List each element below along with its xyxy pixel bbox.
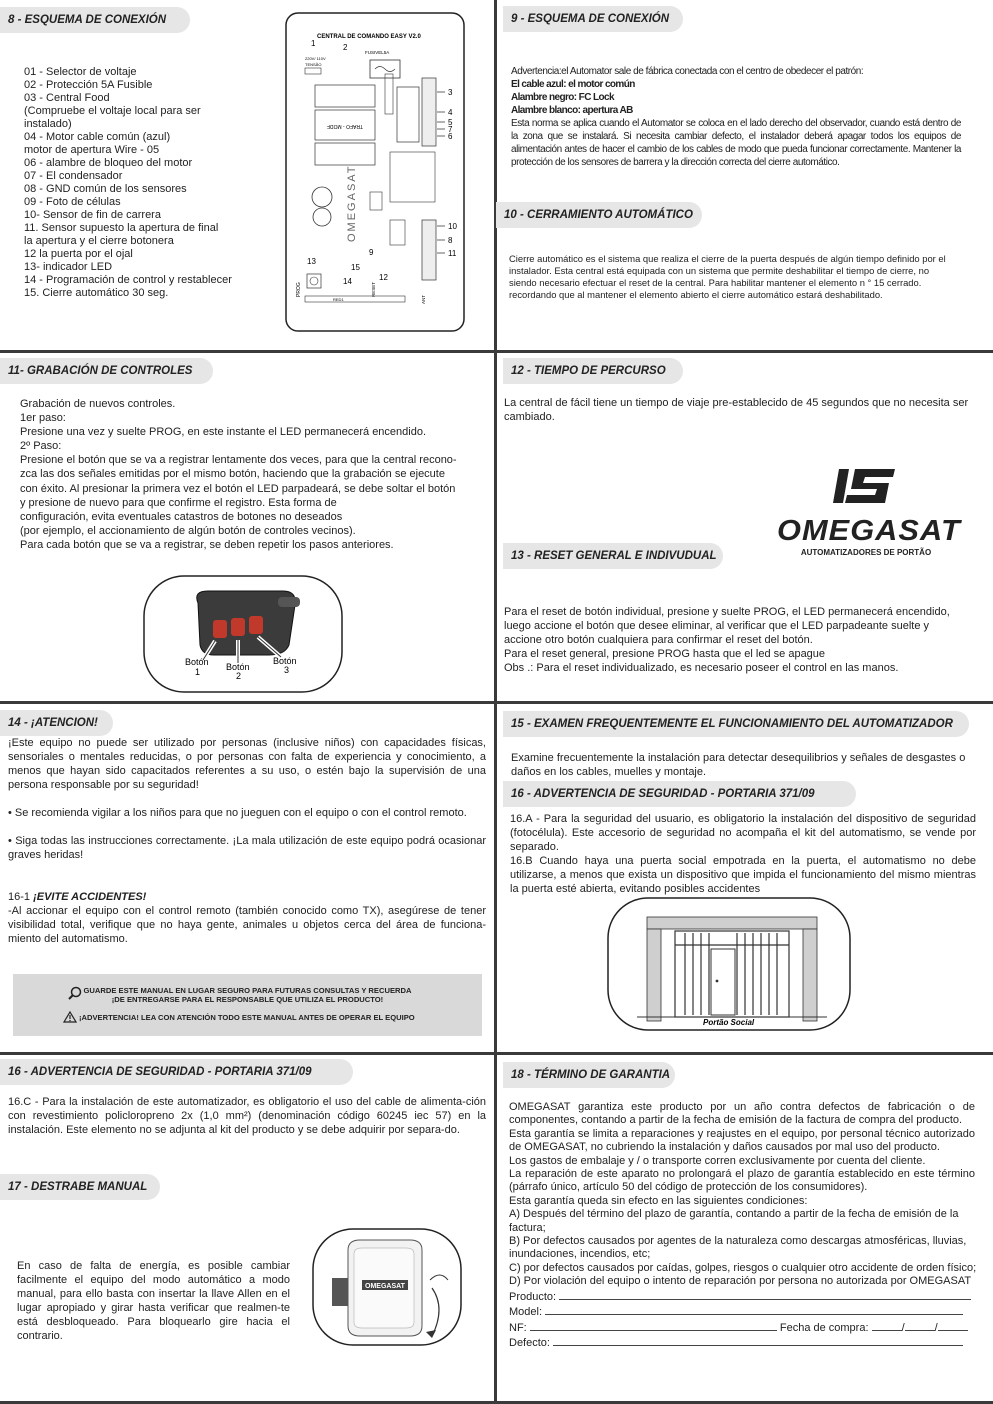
field-label: Fecha de compra: bbox=[779, 1321, 869, 1334]
field-label: Defecto: bbox=[509, 1336, 550, 1349]
logo-mark-icon bbox=[777, 465, 955, 513]
list-item: 07 - El condensador bbox=[24, 170, 123, 182]
notice-line-3: ¡ADVERTENCIA! LEA CON ATENCIÓN TODO ESTE MANUAL ANTES DE OPERAR EL EQUIPO bbox=[79, 1013, 415, 1022]
paragraph: A) Después del término del plazo de garantía, contando a partir de la fecha de emisión de la factura; bbox=[509, 1208, 959, 1234]
board-num-2: 2 bbox=[343, 43, 348, 52]
paragraph: Obs .: Para el reset individualizado, es necesario poseer el control en las manos. bbox=[504, 662, 899, 674]
list-item: 08 - GND común de los sensores bbox=[24, 183, 187, 195]
section-12-title: 12 - TIEMPO DE PERCURSO bbox=[503, 358, 683, 384]
section-16-a: 16.A - Para la seguridad del usuario, es obligatorio la instalación del dispositivo de seguridad (fotocélula). Este accesorio de seguridad no acompaña el kit del automatismo, se vende por separado. bbox=[510, 813, 976, 853]
list-item: 10- Sensor de fin de carrera bbox=[24, 209, 161, 221]
section-11-title: 11- GRABACIÓN DE CONTROLES bbox=[0, 358, 213, 384]
board-brand: OMEGASAT bbox=[346, 164, 358, 242]
section-14-title: 14 - ¡ATENCION! bbox=[0, 710, 113, 736]
button-3-label: Botón bbox=[273, 656, 297, 666]
bold-line: Alambre blanco: apertura AB bbox=[511, 105, 633, 116]
board-num-10: 10 bbox=[448, 222, 457, 231]
board-num-7: 7 bbox=[448, 125, 453, 134]
button-2-label: Botón bbox=[226, 662, 250, 672]
paragraph: OMEGASAT garantiza este producto por un año contra defectos de fabricación o de componentes, contando a partir de la fecha de emisión de la factura de compra del producto. bbox=[509, 1101, 975, 1127]
paragraph: zca las dos señales emitidas por el mismo botón, haciendo que la grabación se ejecute bbox=[20, 468, 445, 481]
board-reset-label: RESET bbox=[371, 281, 376, 297]
bold-line: El cable azul: el motor común bbox=[511, 79, 635, 90]
board-trafo-label: TRAFO - MODF bbox=[326, 123, 363, 129]
list-item: 13- indicador LED bbox=[24, 261, 113, 273]
bold-line: Alambre negro: FC Lock bbox=[511, 92, 614, 103]
list-item: 04 - Motor cable común (azul) bbox=[24, 131, 171, 143]
section-15-body: Examine frecuentemente la instalación para detectar desequilibrios y señales de desgastes o daños en los cables, muelles y montaje. bbox=[511, 752, 966, 778]
list-item: 09 - Foto de células bbox=[24, 196, 121, 208]
paragraph: Los gastos de embalaje y / o transporte corren exclusivamente por cuenta del cliente. bbox=[509, 1154, 926, 1167]
model-field bbox=[509, 1304, 975, 1319]
subtitle-prefix: 16-1 bbox=[8, 891, 34, 903]
paragraph: 2º Paso: bbox=[20, 440, 62, 453]
section-8-title: 8 - ESQUEMA DE CONEXIÓN bbox=[0, 7, 190, 33]
list-item: (Compruebe el voltaje local para ser bbox=[24, 105, 201, 117]
list-item: 15. Cierre automático 30 seg. bbox=[24, 287, 169, 299]
paragraph: Grabación de nuevos controles. bbox=[20, 398, 176, 410]
board-num-5: 5 bbox=[448, 118, 453, 127]
notice-line-2: ¡DE ENTREGARSE PARA EL RESPONSABLE QUE UTILIZA EL PRODUCTO! bbox=[111, 995, 384, 1004]
board-num-1: 1 bbox=[311, 39, 316, 48]
list-item: 06 - alambre de bloqueo del motor bbox=[24, 157, 193, 169]
section-14-subtitle bbox=[8, 890, 486, 904]
paragraph: B) Por defectos causados por agentes de la naturaleza como descargas atmosféricas, lluvias, inundaciones, incendios, etc; bbox=[509, 1235, 967, 1261]
list-item: 12 la puerta por el ojal bbox=[24, 248, 133, 260]
paragraph: Esta garantía queda sin efecto en las siguientes condiciones: bbox=[509, 1194, 808, 1207]
paragraph: configuración, evita eventuales catastros de botones no deseados bbox=[20, 510, 343, 523]
horizontal-divider bbox=[0, 1052, 993, 1055]
paragraph: Esta norma se aplica cuando el Automator se coloca en el lado derecho del observador, cuando está dentro de la zona que se instalará. Si necesita cambiar defecto, el instalador deberá apagar todos los equipos de alimentación antes de hacer el cambio de los cables de modo que pueda funcionar correctamente. Mantener la protección de los sensores de barrera y la dirección correcta del cierre automático. bbox=[511, 118, 961, 168]
board-fuse-label: FUSIVEL5A bbox=[365, 50, 390, 55]
section-17-body: En caso de falta de energía, es posible cambiar facilmente el equipo del modo automático a modo manual, para ello basta con insertar la llave Allen en el lugar apropiado y girar hasta verificar que realmen-te está desbloqueado. Para bloquearlo gire hacia el contrario. bbox=[17, 1260, 290, 1342]
paragraph: (por ejemplo, el accionamiento de algún botón de controles vecinos). bbox=[20, 524, 356, 537]
board-voltage-label: 220V/ 110V bbox=[305, 56, 326, 61]
board-prog-label: PROG bbox=[296, 282, 302, 297]
notice-line-1: GUARDE ESTE MANUAL EN LUGAR SEGURO PARA FUTURAS CONSULTAS Y RECUERDA bbox=[83, 986, 412, 995]
section-14-p1: ¡Este equipo no puede ser utilizado por personas (inclusive niños) con capacidades físicas, sensoriales o mentales reducidas, o por personas con falta de experiencia y conocimiento, a menos que hayan sido capacitados referentes a su uso, o estén bajo la supervisión de una persona responsable por su seguridad! bbox=[8, 737, 486, 791]
list-item: instalado) bbox=[24, 118, 72, 130]
list-item: 14 - Programación de control y restablecer bbox=[24, 274, 232, 286]
section-13-title: 13 - RESET GENERAL E INDIVUDUAL bbox=[503, 543, 723, 569]
remote-button-1 bbox=[213, 620, 227, 638]
paragraph: La reparación de este aparato no prolongará el plazo de garantía establecido en este término (párrafo único, artículo 50 del código de protección de los consumidores). bbox=[509, 1168, 975, 1194]
button-1-label: Botón bbox=[185, 657, 209, 667]
section-18-title: 18 - TÉRMINO DE GARANTIA bbox=[503, 1062, 675, 1088]
board-red-label: RED1 bbox=[333, 297, 344, 302]
field-label: Producto: bbox=[509, 1290, 557, 1303]
section-14-p2: • Se recomienda vigilar a los niños para que no jueguen con el equipo o con el control remoto. bbox=[8, 807, 467, 819]
section-12-body: La central de fácil tiene un tiempo de viaje pre-establecido de 45 segundos que no necesita ser cambiado. bbox=[504, 397, 969, 423]
board-title: CENTRAL DE COMANDO EASY V2.0 bbox=[317, 34, 421, 40]
paragraph: 1er paso: bbox=[20, 412, 66, 425]
section-16-b: 16.B Cuando haya una puerta social empotrada en la puerta, el automatismo no debe utilizarse, a menos que exista un dispositivo que impida el funcionamiento del mismo mientras la puerta esté abierta, evitando posibles accidentes bbox=[510, 855, 976, 895]
section-16c-title: 16 - ADVERTENCIA DE SEGURIDAD - PORTARIA 371/09 bbox=[0, 1059, 353, 1085]
gate-label: Portão Social bbox=[703, 1018, 755, 1027]
board-num-14: 14 bbox=[343, 277, 352, 286]
section-18-body bbox=[509, 1101, 975, 1350]
section-13-body bbox=[504, 605, 976, 675]
section-17-title: 17 - DESTRABE MANUAL bbox=[0, 1174, 160, 1200]
list-item: 11. Sensor supuesto la apertura de final bbox=[24, 222, 219, 234]
remote-control-image bbox=[143, 575, 343, 693]
logo-tagline: AUTOMATIZADORES DE PORTÃO bbox=[800, 548, 932, 557]
section-9-title: 9 - ESQUEMA DE CONEXIÓN bbox=[503, 6, 683, 32]
paragraph: accione otro botón cualquiera para confirmar el reset del botón. bbox=[504, 634, 813, 646]
list-item: 03 - Central Food bbox=[24, 92, 110, 104]
warning-icon bbox=[63, 1011, 77, 1023]
horizontal-divider bbox=[0, 701, 993, 704]
board-num-4: 4 bbox=[448, 108, 453, 117]
nf-field: NF: Fecha de compra: / / bbox=[509, 1320, 975, 1335]
button-1-number: 1 bbox=[195, 667, 201, 677]
section-9-body bbox=[511, 65, 961, 169]
list-item: 01 - Selector de voltaje bbox=[24, 66, 137, 78]
section-10-body: Cierre automático es el sistema que realiza el cierre de la puerta después de algún tiempo definido por el instalador. Esta central está equipada con un sistema que permite deshabilitar el tiempo de cierre, no siendo necesario efectuar el reset de la central. Para habilitar mantener el elemento n ° 15 cerrado. recordando que al mantener el elemento abierto el cierre automático estará deshabilitado. bbox=[509, 253, 946, 300]
social-gate-image bbox=[607, 897, 851, 1031]
section-15-title: 15 - EXAMEN FREQUENTEMENTE EL FUNCIONAMIENTO DEL AUTOMATIZADOR bbox=[503, 711, 969, 737]
section-11-body bbox=[20, 397, 457, 552]
manual-release-image bbox=[312, 1228, 462, 1346]
list-item: la apertura y el cierre botonera bbox=[24, 235, 174, 247]
section-16c-body: 16.C - Para la instalación de este automatizador, es obligatorio el uso del cable de alimenta-ción con revestimiento policloropreno 2x (1,0 mm²) (denominación código 60245 iec 57) en la instalación. Este elemento no se adjunta al kit del producto y se debe adquirir por separa-do. bbox=[8, 1096, 486, 1136]
paragraph: Advertencia:el Automator sale de fábrica conectada con el centro de obedecer el patrón: bbox=[511, 66, 864, 77]
board-num-3: 3 bbox=[448, 88, 453, 97]
paragraph: Presione una vez y suelte PROG, en este instante el LED permanecerá encendido. bbox=[20, 426, 427, 439]
board-num-8: 8 bbox=[448, 236, 453, 245]
paragraph: D) Por violación del equipo o intento de reparación por persona no autorizada por OMEGASAT bbox=[509, 1275, 972, 1288]
section-10-title: 10 - CERRAMIENTO AUTOMÁTICO bbox=[496, 202, 702, 228]
button-3-number: 3 bbox=[284, 665, 290, 675]
board-num-12: 12 bbox=[379, 273, 388, 282]
paragraph: con éxito. Al presionar la primera vez el botón el LED parpadeará, se debe soltar el botón bbox=[20, 482, 456, 495]
section-14-p4: -Al accionar el equipo con el control remoto (también conocido como TX), asegúrese de tener visibilidad total, verifique que no haya gente, animales u objetos cerca del área de funciona-miento del automatismo. bbox=[8, 905, 486, 945]
manual-notice-box bbox=[13, 974, 482, 1036]
section-14-p3: • Siga todas las instrucciones correctamente. ¡La mala utilización de este equipo podrá ocasionar graves heridas! bbox=[8, 835, 486, 861]
board-ant-label: ANT bbox=[421, 295, 426, 304]
omegasat-logo bbox=[777, 465, 961, 560]
button-2-number: 2 bbox=[236, 671, 242, 681]
board-num-11: 11 bbox=[448, 249, 457, 258]
board-num-13: 13 bbox=[307, 257, 316, 266]
subtitle-text: ¡EVITE ACCIDENTES! bbox=[33, 891, 147, 903]
section-8-list bbox=[24, 66, 232, 300]
board-num-6: 6 bbox=[448, 132, 453, 141]
field-label: NF: bbox=[509, 1321, 527, 1334]
paragraph: Para el reset de botón individual, presione y suelte PROG, el LED permanecerá encendido, bbox=[504, 606, 950, 618]
paragraph: luego accione el botón que desee eliminar, al verificar que el LED parpadeante suelte y bbox=[504, 620, 929, 632]
paragraph: Esta garantía se limita a reparaciones y reajustes en el equipo, por personal técnico autorizado de OMEGASAT, no cubriendo la instalación y daños causados por mal uso del producto. bbox=[509, 1127, 975, 1154]
board-tensao-label: TENSÃO bbox=[305, 62, 322, 67]
paragraph: Para el reset general, presione PROG hasta que el led se apague bbox=[504, 648, 826, 660]
remote-button-2 bbox=[231, 618, 245, 636]
section-16-title: 16 - ADVERTENCIA DE SEGURIDAD - PORTARIA 371/09 bbox=[503, 781, 856, 807]
device-brand: OMEGASAT bbox=[365, 1283, 405, 1290]
list-item: motor de apertura Wire - 05 bbox=[24, 144, 160, 156]
board-num-15: 15 bbox=[351, 263, 360, 272]
paragraph: Presione el botón que se va a registrar lentamente dos veces, para que la central recono- bbox=[20, 454, 457, 467]
product-field bbox=[509, 1289, 975, 1304]
board-num-9: 9 bbox=[369, 248, 374, 257]
list-item: 02 - Protección 5A Fusible bbox=[24, 79, 153, 91]
field-label: Model: bbox=[509, 1306, 543, 1319]
defect-field bbox=[509, 1335, 975, 1350]
paragraph: Para cada botón que se va a registrar, se deben repetir los pasos anteriores. bbox=[20, 538, 394, 551]
circuit-board-diagram bbox=[285, 12, 465, 332]
paragraph: C) por defectos causados por caídas, golpes, riesgos o cualquier otro accidente de orden físico; bbox=[509, 1261, 977, 1274]
remote-button-3 bbox=[249, 616, 263, 634]
logo-name: OMEGASAT bbox=[777, 515, 961, 547]
horizontal-divider bbox=[0, 350, 993, 353]
paragraph: y presione de nuevo para que confirme el registro. Esta forma de bbox=[20, 496, 337, 509]
